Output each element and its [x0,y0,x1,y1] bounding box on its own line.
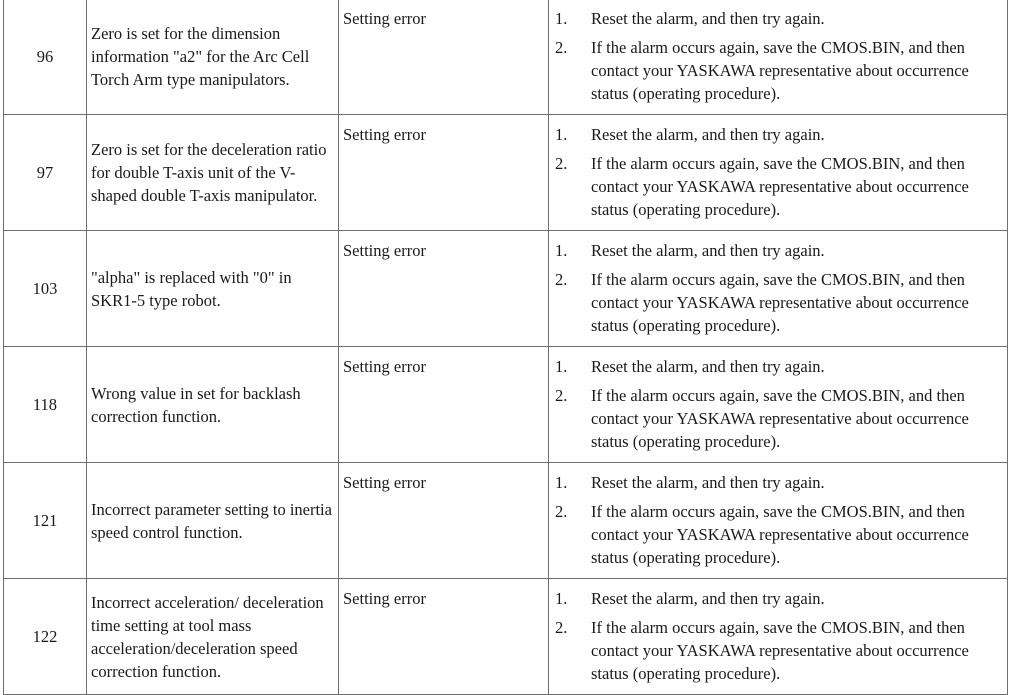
step-number: 1. [555,357,568,376]
step-text: If the alarm occurs again, save the CMOS.BIN, and then contact your YASKAWA representative about occurrence status (operating procedure). [591,502,969,567]
remedy-step [555,355,1007,378]
alarm-code-cell: 97 [4,115,87,231]
remedy-steps [555,355,1007,453]
alarm-code-cell: 96 [4,0,87,115]
remedy-step [555,268,1007,337]
remedy-step [555,123,1007,146]
alarm-category-cell: Setting error [339,115,549,231]
remedy-cell [549,0,1008,115]
table-row [4,231,1008,347]
step-number: 1. [555,241,568,260]
step-text: Reset the alarm, and then try again. [591,357,825,376]
remedy-steps [555,7,1007,105]
remedy-step [555,384,1007,453]
alarm-category-cell: Setting error [339,463,549,579]
alarm-category-cell: Setting error [339,0,549,115]
alarm-code-cell: 103 [4,231,87,347]
alarm-description-cell: Wrong value in set for backlash correction function. [87,347,339,463]
step-text: Reset the alarm, and then try again. [591,589,825,608]
remedy-step [555,36,1007,105]
step-number: 2. [555,386,568,405]
alarm-table [3,0,1008,695]
table-row [4,463,1008,579]
step-text: Reset the alarm, and then try again. [591,473,825,492]
alarm-category-cell: Setting error [339,579,549,695]
alarm-description-cell: Incorrect parameter setting to inertia speed control function. [87,463,339,579]
alarm-description-cell: Zero is set for the dimension information "a2" for the Arc Cell Torch Arm type manipulators. [87,0,339,115]
remedy-step [555,7,1007,30]
remedy-step [555,239,1007,262]
step-number: 2. [555,618,568,637]
remedy-cell [549,231,1008,347]
step-number: 2. [555,38,568,57]
alarm-description-cell: Zero is set for the deceleration ratio for double T-axis unit of the V-shaped double T-axis manipulator. [87,115,339,231]
remedy-step [555,471,1007,494]
remedy-cell [549,115,1008,231]
step-text: Reset the alarm, and then try again. [591,9,825,28]
step-number: 2. [555,502,568,521]
remedy-steps [555,471,1007,569]
step-number: 1. [555,473,568,492]
remedy-cell [549,347,1008,463]
alarm-description-cell: Incorrect acceleration/ deceleration time setting at tool mass acceleration/deceleration speed correction function. [87,579,339,695]
table-row [4,115,1008,231]
remedy-steps [555,123,1007,221]
remedy-step [555,587,1007,610]
step-text: If the alarm occurs again, save the CMOS.BIN, and then contact your YASKAWA representative about occurrence status (operating procedure). [591,270,969,335]
step-number: 1. [555,589,568,608]
remedy-cell [549,579,1008,695]
alarm-code-cell: 122 [4,579,87,695]
remedy-step [555,500,1007,569]
step-text: If the alarm occurs again, save the CMOS.BIN, and then contact your YASKAWA representative about occurrence status (operating procedure). [591,386,969,451]
step-number: 2. [555,270,568,289]
alarm-description-cell: "alpha" is replaced with "0" in SKR1-5 type robot. [87,231,339,347]
remedy-step [555,152,1007,221]
remedy-steps [555,239,1007,337]
table-row [4,0,1008,115]
alarm-table-body [4,0,1008,695]
table-row [4,347,1008,463]
step-number: 2. [555,154,568,173]
step-text: If the alarm occurs again, save the CMOS.BIN, and then contact your YASKAWA representative about occurrence status (operating procedure). [591,38,969,103]
step-text: If the alarm occurs again, save the CMOS.BIN, and then contact your YASKAWA representative about occurrence status (operating procedure). [591,154,969,219]
step-number: 1. [555,125,568,144]
step-number: 1. [555,9,568,28]
alarm-code-cell: 121 [4,463,87,579]
alarm-category-cell: Setting error [339,347,549,463]
alarm-category-cell: Setting error [339,231,549,347]
table-row [4,579,1008,695]
alarm-code-cell: 118 [4,347,87,463]
remedy-step [555,616,1007,685]
step-text: Reset the alarm, and then try again. [591,125,825,144]
step-text: Reset the alarm, and then try again. [591,241,825,260]
remedy-steps [555,587,1007,685]
step-text: If the alarm occurs again, save the CMOS.BIN, and then contact your YASKAWA representative about occurrence status (operating procedure). [591,618,969,683]
remedy-cell [549,463,1008,579]
